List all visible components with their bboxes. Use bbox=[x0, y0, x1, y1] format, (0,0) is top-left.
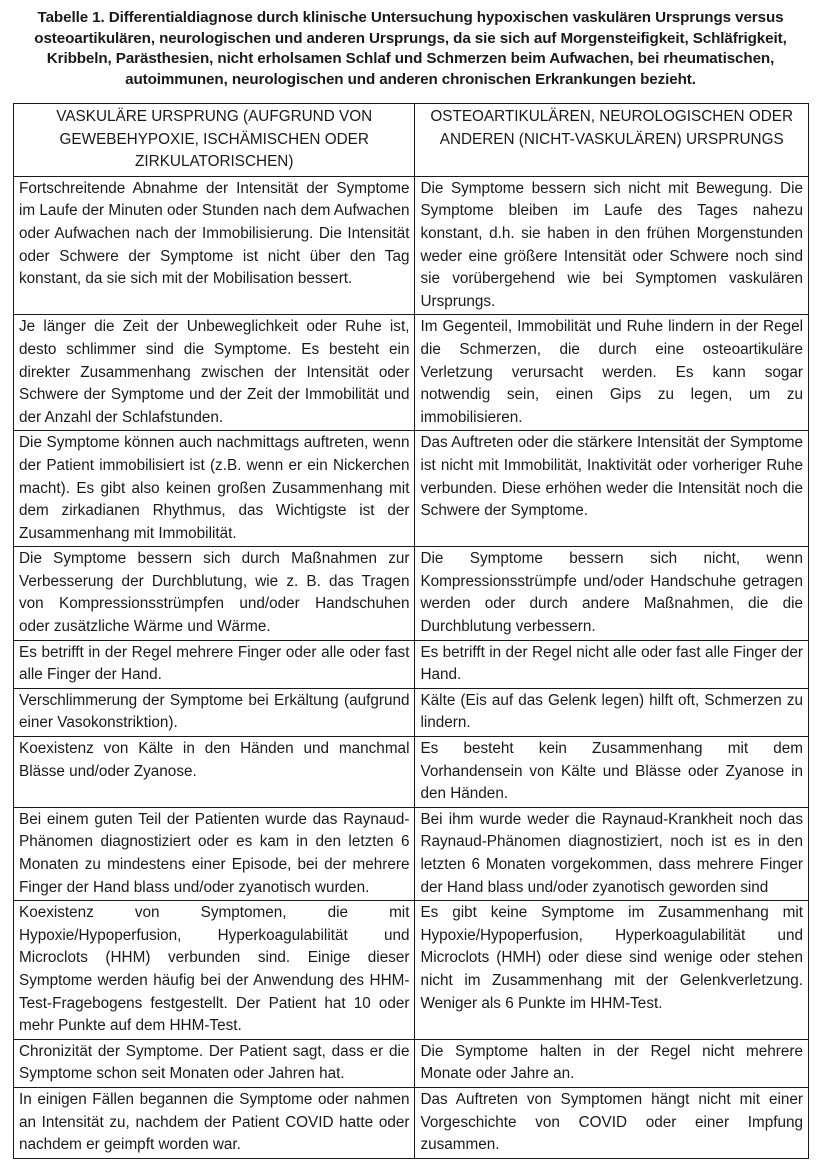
table-row bbox=[14, 547, 809, 640]
cell-vascular-origin: Bei einem guten Teil der Patienten wurde das Raynaud-Phänomen diagnostiziert oder es kam in den letzten 6 Monaten zu mindestens einer Episode, bei der mehrere Finger der Hand blass und/oder zyanotisch wurden. bbox=[14, 807, 415, 900]
cell-non-vascular-origin: Es betrifft in der Regel nicht alle oder fast alle Finger der Hand. bbox=[415, 640, 809, 688]
table-row bbox=[14, 431, 809, 547]
cell-vascular-origin: Koexistenz von Kälte in den Händen und manchmal Blässe und/oder Zyanose. bbox=[14, 737, 415, 808]
cell-non-vascular-origin: Das Auftreten von Symptomen hängt nicht mit einer Vorgeschichte von COVID oder einer Impfung zusammen. bbox=[415, 1087, 809, 1158]
header-non-vascular-origin: OSTEOARTIKULÄREN, NEUROLOGISCHEN ODER ANDEREN (NICHT-VASKULÄREN) URSPRUNGS bbox=[415, 104, 809, 177]
cell-vascular-origin: Es betrifft in der Regel mehrere Finger oder alle oder fast alle Finger der Hand. bbox=[14, 640, 415, 688]
cell-non-vascular-origin: Die Symptome halten in der Regel nicht mehrere Monate oder Jahre an. bbox=[415, 1039, 809, 1087]
cell-non-vascular-origin: Die Symptome bessern sich nicht mit Bewegung. Die Symptome bleiben im Laufe des Tages nahezu konstant, d.h. sie haben in den frühen Morgenstunden weder eine größere Intensität oder Schwere noch sind sie vorübergehend wie bei Symptomen vaskulären Ursprungs. bbox=[415, 176, 809, 315]
header-row bbox=[14, 104, 809, 177]
table-row bbox=[14, 176, 809, 315]
table-row bbox=[14, 807, 809, 900]
table-row bbox=[14, 688, 809, 736]
cell-vascular-origin: In einigen Fällen begannen die Symptome oder nahmen an Intensität zu, nachdem der Patient COVID hatte oder nachdem er geimpft worden war. bbox=[14, 1087, 415, 1158]
cell-non-vascular-origin: Die Symptome bessern sich nicht, wenn Kompressionsstrümpfe und/oder Handschuhe getragen werden oder durch andere Maßnahmen, die die Durchblutung verbessern. bbox=[415, 547, 809, 640]
table-body bbox=[14, 176, 809, 1158]
table-row bbox=[14, 737, 809, 808]
cell-non-vascular-origin: Das Auftreten oder die stärkere Intensität der Symptome ist nicht mit Immobilität, Inaktivität oder vorheriger Ruhe verbunden. Diese erhöhen weder die Intensität noch die Schwere der Symptome. bbox=[415, 431, 809, 547]
table-row bbox=[14, 1087, 809, 1158]
table-row bbox=[14, 1039, 809, 1087]
cell-vascular-origin: Die Symptome können auch nachmittags auftreten, wenn der Patient immobilisiert ist (z.B. wenn er ein Nickerchen macht). Es gibt also keinen großen Zusammenhang mit dem zirkadianen Rhythmus, das Wichtigste ist der Zusammenhang mit Immobilität. bbox=[14, 431, 415, 547]
cell-vascular-origin: Verschlimmerung der Symptome bei Erkältung (aufgrund einer Vasokonstriktion). bbox=[14, 688, 415, 736]
table-row bbox=[14, 640, 809, 688]
table-caption: Tabelle 1. Differentialdiagnose durch klinische Untersuchung hypoxischen vaskulären Ursprungs versus osteoartikulären, neurologischen und anderen Ursprungs, da sie sich auf Morgensteifigkeit, Schläfrigkeit, Kribbeln, Parästhesien, nicht erholsamen Schlaf und Schmerzen beim Aufwachen, bei rheumatischen, autoimmunen, neurologischen und anderen chronischen Erkrankungen bezieht. bbox=[34, 9, 787, 88]
cell-non-vascular-origin: Bei ihm wurde weder die Raynaud-Krankheit noch das Raynaud-Phänomen diagnostiziert, noch ist es in den letzten 6 Monaten vorgekommen, dass mehrere Finger der Hand blass und/oder zyanotisch geworden sind bbox=[415, 807, 809, 900]
cell-vascular-origin: Die Symptome bessern sich durch Maßnahmen zur Verbesserung der Durchblutung, wie z. B. das Tragen von Kompressionsstrümpfen und/oder Handschuhen oder zusätzliche Wärme und Wärme. bbox=[14, 547, 415, 640]
table-row bbox=[14, 315, 809, 431]
cell-vascular-origin: Chronizität der Symptome. Der Patient sagt, dass er die Symptome schon seit Monaten oder Jahren hat. bbox=[14, 1039, 415, 1087]
cell-non-vascular-origin: Im Gegenteil, Immobilität und Ruhe lindern in der Regel die Schmerzen, die durch eine osteoartikuläre Verletzung verursacht werden. Es kann sogar notwendig sein, einen Gips zu legen, um zu immobilisieren. bbox=[415, 315, 809, 431]
cell-vascular-origin: Koexistenz von Symptomen, die mit Hypoxie/Hypoperfusion, Hyperkoagulabilität und Microclots (HHM) verbunden sind. Einige dieser Symptome werden häufig bei der Anwendung des HHM-Test-Fragebogens festgestellt. Der Patient hat 10 oder mehr Punkte auf dem HHM-Test. bbox=[14, 901, 415, 1040]
cell-non-vascular-origin: Es gibt keine Symptome im Zusammenhang mit Hypoxie/Hypoperfusion, Hyperkoagulabilität und Microclots (HMH) oder diese sind wenige oder stehen nicht im Zusammenhang mit der Gelenkverletzung. Weniger als 6 Punkte im HHM-Test. bbox=[415, 901, 809, 1040]
header-vascular-origin: VASKULÄRE URSPRUNG (AUFGRUND VON GEWEBEHYPOXIE, ISCHÄMISCHEN ODER ZIRKULATORISCHEN) bbox=[14, 104, 415, 177]
cell-vascular-origin: Fortschreitende Abnahme der Intensität der Symptome im Laufe der Minuten oder Stunden nach dem Aufwachen oder Aufwachen nach der Immobilisierung. Die Intensität oder Schwere der Symptome ist nicht über den Tag konstant, da sie sich mit der Mobilisation bessert. bbox=[14, 176, 415, 315]
cell-vascular-origin: Je länger die Zeit der Unbeweglichkeit oder Ruhe ist, desto schlimmer sind die Symptome. Es besteht ein direkter Zusammenhang zwischen der Intensität oder Schwere der Symptome und der Zeit der Immobilität und der Anzahl der Schlafstunden. bbox=[14, 315, 415, 431]
table-row bbox=[14, 901, 809, 1040]
cell-non-vascular-origin: Es besteht kein Zusammenhang mit dem Vorhandensein von Kälte und Blässe oder Zyanose in den Händen. bbox=[415, 737, 809, 808]
differential-diagnosis-table bbox=[13, 103, 809, 1159]
cell-non-vascular-origin: Kälte (Eis auf das Gelenk legen) hilft oft, Schmerzen zu lindern. bbox=[415, 688, 809, 736]
